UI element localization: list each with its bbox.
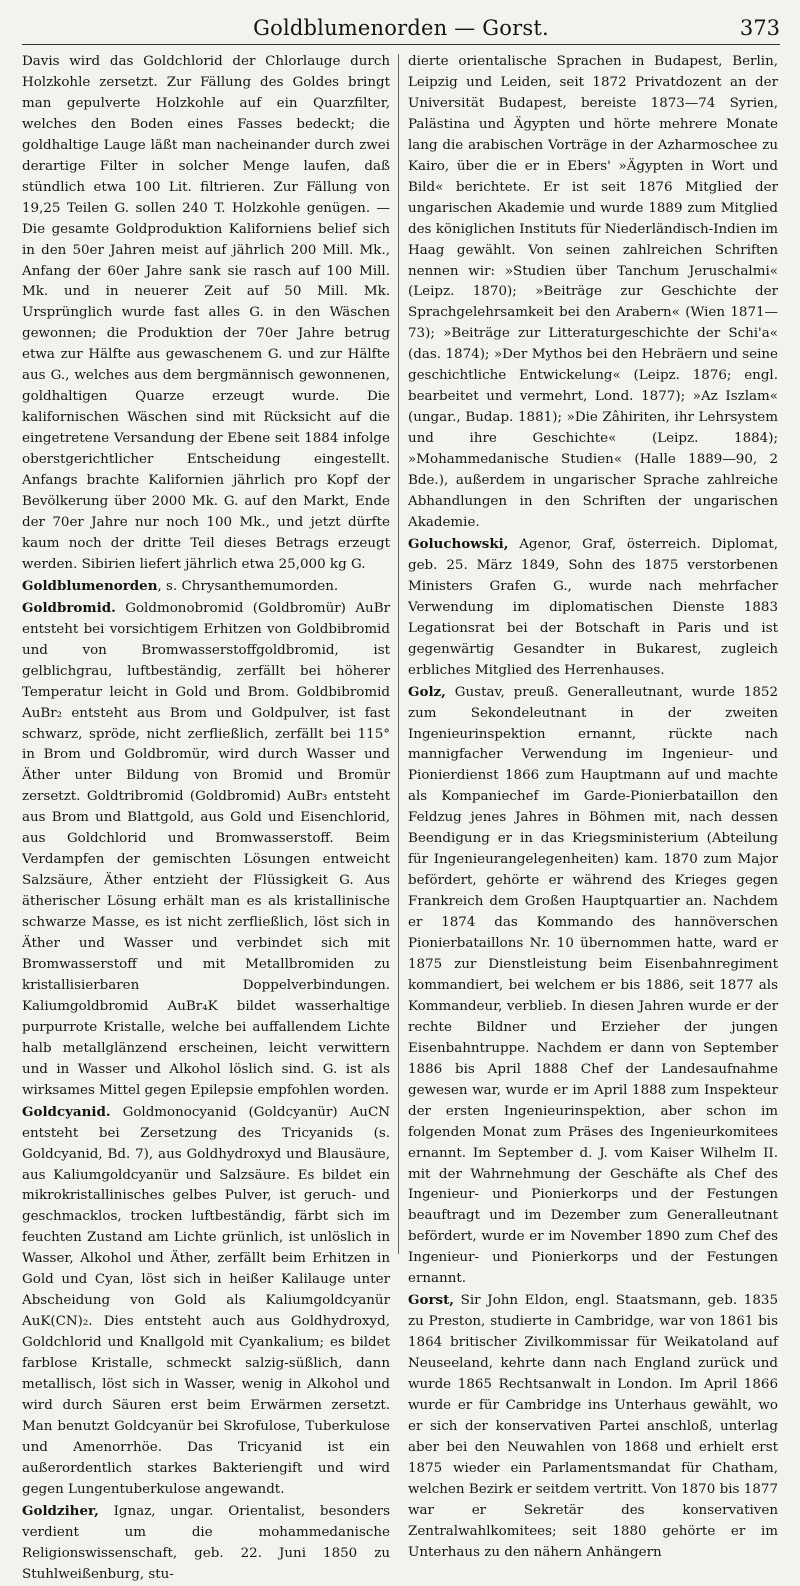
entry-headword: Goldblumenorden: [22, 577, 158, 594]
entry-text: Sir John Eldon, engl. Staatsmann, geb. 1835 zu Preston, studierte in Cambridge, war von 1861 bis 1864 britischer Zivilkommissar für Weikatoland auf Neuseeland, kehrte dann nach England zurück und wurde 1865 Rechtsanwalt in London. Im April 1866 wurde er für Cambridge ins Unterhaus gewählt, wo er sich der konservativen Partei anschloß, unterlag aber bei den Neuwahlen von 1868 und erhielt erst 1875 wieder ein Parlamentsmandat für Chatham, welchen Bezirk er seitdem vertritt. Von 1870 bis 1877 war er Sekretär des konservativen Zentralwahlkomitees; seit 1880 gehörte er im Unterhaus zu den nähern Anhängern: [408, 1293, 778, 1560]
entry-headword: Goldbromid.: [22, 599, 116, 616]
dictionary-entry: [408, 1290, 778, 1563]
entry-headword: Gorst,: [408, 1292, 454, 1309]
dictionary-entry: [22, 1102, 390, 1501]
entry-headword: Goldziher,: [22, 1502, 99, 1519]
running-title: Goldblumenorden — Gorst.: [253, 16, 549, 40]
entry-text: Goldmonobromid (Goldbromür) AuBr entsteht bei vorsichtigem Erhitzen von Goldbibromid und von Bromwasserstoffgoldbromid, ist gelblichgrau, luftbeständig, zerfällt bei höherer Temperatur leicht in Gold und Brom. Goldbibromid AuBr₂ entsteht aus Brom und Goldpulver, ist fast schwarz, spröde, nicht zerfließlich, zerfällt bei 115° in Brom und Goldbromür, wird durch Wasser und Äther unter Bildung von Bromid und Bromür zersetzt. Goldtribromid (Goldbromid) AuBr₃ entsteht aus Brom und Blattgold, aus Gold und Eisenchlorid, aus Goldchlorid und Bromwasserstoff. Beim Verdampfen der gemischten Lösungen entweicht Salzsäure, Äther entzieht der Flüssigkeit G. Aus ätherischer Lösung erhält man es als kristallinische schwarze Masse, es ist nicht zerfließlich, löst sich in Äther und Wasser und verbindet sich mit Bromwasserstoff und mit Metallbromiden zu kristallisierbaren Doppelverbindungen. Kaliumgoldbromid AuBr₄K bildet wasserhaltige purpurrote Kristalle, welche bei auffallendem Lichte halb metallglänzend erscheinen, leicht verwittern und in Wasser und Alkohol löslich sind. G. ist als wirksames Mittel gegen Epilepsie empfohlen worden.: [22, 600, 390, 1098]
entry-headword: Goldcyanid.: [22, 1103, 111, 1120]
right-column: [408, 52, 778, 1560]
column-divider: [398, 54, 399, 1254]
entry-text: , s. Chrysanthemumorden.: [157, 578, 339, 594]
entry-text: Agenor, Graf, österreich. Diplomat, geb. 25. März 1849, Sohn des 1875 verstorbenen Ministers Grafen G., wurde nach mehrfacher Verwendung im diplomatischen Dienste 1883 Legationsrat bei der Botschaft in Paris und ist gegenwärtig Gesandter in Bukarest, zugleich erbliches Mitglied des Herrenhauses.: [408, 536, 778, 678]
continued-paragraph: dierte orientalische Sprachen in Budapest, Berlin, Leipzig und Leiden, seit 1872 Privatdozent an der Universität Budapest, bereiste 1873—74 Syrien, Palästina und Ägypten und hörte mehrere Monate lang die arabischen Vorträge in der Azharmoschee zu Kairo, über die er in Ebers' »Ägypten in Wort und Bild« berichtete. Er ist seit 1876 Mitglied der ungarischen Akademie und wurde 1889 zum Mitglied des königlichen Instituts für Niederländisch-Indien im Haag gewählt. Von seinen zahlreichen Schriften nennen wir: »Studien über Tanchum Jeruschalmi« (Leipz. 1870); »Beiträge zur Geschichte der Sprachgelehrsamkeit bei den Arabern« (Wien 1871—73); »Beiträge zur Litteraturgeschichte der Schi'a« (das. 1874); »Der Mythos bei den Hebräern und seine geschichtliche Entwickelung« (Leipz. 1876; engl. bearbeitet und vermehrt, Lond. 1877); »Az Iszlam« (ungar., Budap. 1881); »Die Zâhiriten, ihr Lehrsystem und ihre Geschichte« (Leipz. 1884); »Mohammedanische Studien« (Halle 1889—90, 2 Bde.), außerdem in ungarischer Sprache zahlreiche Abhandlungen in den Schriften der ungarischen Akademie.: [408, 54, 778, 530]
continued-paragraph: Davis wird das Goldchlorid der Chlorlauge durch Holzkohle zersetzt. Zur Fällung des Goldes bringt man gepulverte Holzkohle auf ein Quarzfilter, welches den Boden eines Fasses bedeckt; die goldhaltige Lauge läßt man nacheinander durch zwei derartige Filter in solcher Menge laufen, daß stündlich etwa 100 Lit. filtrieren. Zur Fällung von 19,25 Teilen G. sollen 240 T. Holzkohle genügen. — Die gesamte Goldproduktion Kaliforniens belief sich in den 50er Jahren meist auf jährlich 200 Mill. Mk., Anfang der 60er Jahre sank sie rasch auf 100 Mill. Mk. und in neuerer Zeit auf 50 Mill. Mk. Ursprünglich wurde fast alles G. in den Wäschen gewonnen; die Produktion der 70er Jahre betrug etwa zur Hälfte aus gewaschenem G. und zur Hälfte aus G., welches aus dem bergmännisch gewonnenen, goldhaltigen Quarze erzeugt wurde. Die kalifornischen Wäschen sind mit Rücksicht auf die eingetretene Versandung der Ebene seit 1884 infolge oberstgerichtlicher Entscheidung eingestellt. Anfangs brachte Kalifornien jährlich pro Kopf der Bevölkerung über 2000 Mk. G. auf den Markt, Ende der 70er Jahre nur noch 100 Mk., und jetzt dürfte kaum noch der dritte Teil dieses Betrags erzeugt werden. Sibirien liefert jährlich etwa 25,000 kg G.: [22, 54, 390, 572]
page-header: [22, 14, 780, 45]
entry-text: Gustav, preuß. Generalleutnant, wurde 1852 zum Sekondeleutnant in der zweiten Ingenieurinspektion ernannt, rückte nach mannigfacher Verwendung im Ingenieur- und Pionierdienst 1866 zum Hauptmann auf und machte als Kompaniechef im Garde-Pionierbataillon den Feldzug jenes Jahres in Böhmen mit, nach dessen Beendigung er in das Kriegsministerium (Abteilung für Ingenieurangelegenheiten) kam. 1870 zum Major befördert, gehörte er während des Krieges gegen Frankreich dem Großen Hauptquartier an. Nachdem er 1874 das Kommando des hannöverschen Pionierbataillons Nr. 10 übernommen hatte, ward er 1875 zur Dienstleistung beim Eisenbahnregiment kommandiert, bei welchem er bis 1886, seit 1877 als Kommandeur, verblieb. In diesen Jahren wurde er der rechte Bildner und Erzieher der jungen Eisenbahntruppe. Nachdem er dann von September 1886 bis April 1888 Chef der Landesaufnahme gewesen war, wurde er im April 1888 zum Inspekteur der ersten Ingenieurinspektion, aber schon im folgenden Monat zum Präses des Ingenieurkomitees ernannt. Im September d. J. vom Kaiser Wilhelm II. mit der Wahrnehmung der Geschäfte als Chef des Ingenieur- und Pionierkorps und der Festungen beauftragt und im Dezember zum Generalleutnant befördert, wurde er im November 1890 zum Chef des Ingenieur- und Pionierkorps und der Festungen ernannt.: [408, 684, 778, 1287]
dictionary-entry: [22, 576, 390, 598]
left-column: [22, 52, 390, 1582]
entry-headword: Golz,: [408, 683, 446, 700]
dictionary-entry: [22, 1501, 390, 1586]
entry-text: Ignaz, ungar. Orientalist, besonders verdient um die mohammedanische Religionswissenschaft, geb. 22. Juni 1850 zu Stuhlweißenburg, stu-: [22, 1503, 390, 1582]
dictionary-entry: [408, 682, 778, 1291]
entry-headword: Goluchowski,: [408, 535, 509, 552]
dictionary-entry: [408, 534, 778, 682]
dictionary-entry: [22, 598, 390, 1102]
page-number: 373: [739, 16, 780, 40]
entry-text: Goldmonocyanid (Goldcyanür) AuCN entsteht bei Zersetzung des Tricyanids (s. Goldcyanid, Bd. 7), aus Goldhydroxyd und Blausäure, aus Kaliumgoldcyanür und Salzsäure. Es bildet ein mikrokristallinisches gelbes Pulver, ist geruch- und geschmacklos, trocken luftbeständig, färbt sich im feuchten Zustand am Lichte grünlich, ist unlöslich in Wasser, Alkohol und Äther, zerfällt beim Erhitzen in Gold und Cyan, löst sich in heißer Kalilauge unter Abscheidung von Gold als Kaliumgoldcyanür AuK(CN)₂. Dies entsteht auch aus Goldhydroxyd, Goldchlorid und Knallgold mit Cyankalium; es bildet farblose Kristalle, schmeckt salzig-süßlich, dann metallisch, löst sich in Wasser, wenig in Alkohol und wird durch Säuren erst beim Erwärmen zersetzt. Man benutzt Goldcyanür bei Skrofulose, Tuberkulose und Amenorrhöe. Das Tricyanid ist ein außerordentlich starkes Bakteriengift und wird gegen Lungentuberkulose angewandt.: [22, 1104, 390, 1497]
